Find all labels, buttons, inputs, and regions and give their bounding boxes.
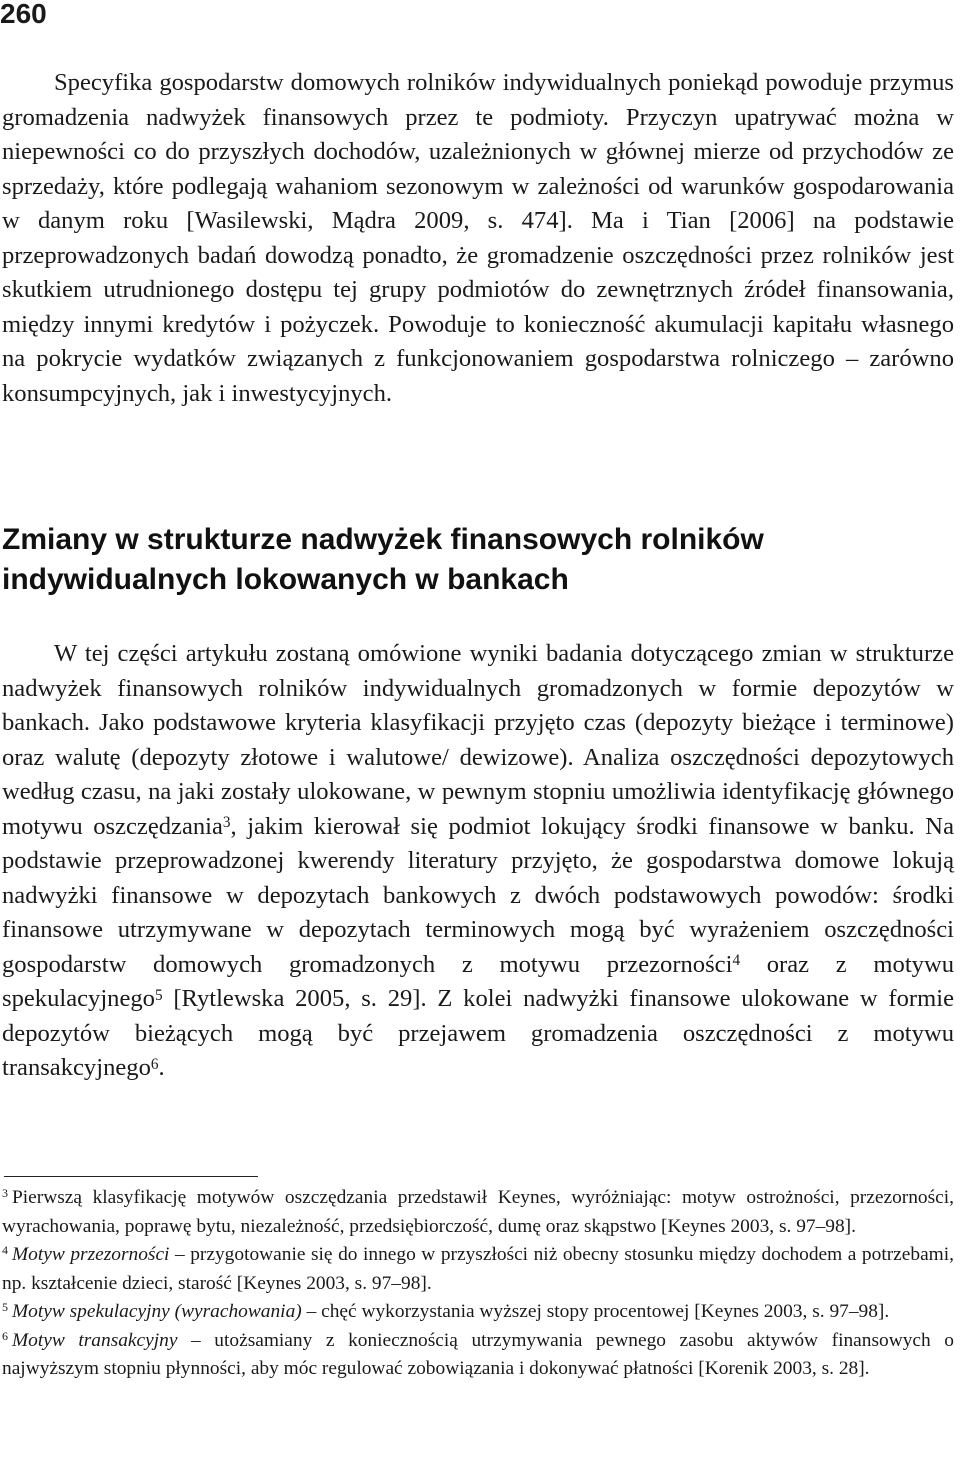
- footnote-text: – przygotowanie się do innego w przyszłości niż obecny stosunku między dochodem a potrzebami, np. kształcenie dzieci, starość [Keynes 2003, s. 97–98].: [2, 1244, 954, 1294]
- paragraph-section-text-2: , jakim kierował się podmiot lokujący środki finansowe w banku. Na podstawie przeprowadzonej kwerendy literatury przyjęto, że gospodarstwa domowe lokują nadwyżki finansowe w depozytach bankowych z dwóch podstawowych powodów: środki finansowe utrzymywane w depozytach terminowych mogą być wyrażeniem oszczędności gospodarstw domowych gromadzonych z motywu przezorności: [2, 812, 954, 978]
- paragraph-intro: [2, 66, 954, 411]
- footnote-text: Pierwszą klasyfikację motywów oszczędzania przedstawił Keynes, wyróżniając: motyw ostrożności, przezorności, wyrachowania, poprawę bytu, niezależność, przedsiębiorczość, dumę oraz skąpstwo [Keynes 2003, s. 97–98].: [2, 1187, 954, 1237]
- footnote-ref-5[interactable]: 5: [154, 986, 163, 1004]
- footnote-text: – utożsamiany z koniecznością utrzymywania pewnego zasobu aktywów finansowych o najwyższym stopniu płynności, aby móc regulować zobowiązania i dokonywać płatności [Korenik 2003, s. 28].: [2, 1329, 954, 1379]
- footnote-ref-3[interactable]: 3: [222, 814, 231, 832]
- paragraph-section-text-1: W tej części artykułu zostaną omówione wyniki badania dotyczącego zmian w strukturze nadwyżek finansowych rolników indywidualnych gromadzonych w formie depozytów w bankach. Jako podstawowe kryteria klasyfikacji przyjęto czas (depozyty bieżące i terminowe) oraz walutę (depozyty złotowe i walutowe/ dewizowe). Analiza oszczędności depozytowych według czasu, na jaki zostały ulokowane, w pewnym stopniu umożliwia identyfikację głównego motywu oszczędzania: [2, 640, 954, 840]
- footnote-ref-6[interactable]: 6: [150, 1055, 159, 1073]
- footnote-term: Motyw przezorności: [12, 1244, 170, 1265]
- footnote-4: [2, 1241, 954, 1298]
- footnote-number: 3: [2, 1186, 9, 1200]
- footnote-text: – chęć wykorzystania wyższej stopy procentowej [Keynes 2003, s. 97–98].: [301, 1301, 890, 1322]
- section-heading: Zmiany w strukturze nadwyżek finansowych rolników indywidualnych lokowanych w bankach: [2, 523, 764, 596]
- footnote-3: [2, 1184, 954, 1241]
- page-number: 260: [0, 0, 47, 29]
- paragraph-section-text-4: [Rytlewska 2005, s. 29]. Z kolei nadwyżki finansowe ulokowane w formie depozytów bieżących mogą być przejawem gromadzenia oszczędności z motywu transakcyjnego: [2, 985, 954, 1081]
- paragraph-section: [2, 637, 954, 1086]
- footnote-6: [2, 1327, 954, 1384]
- paragraph-intro-text: Specyfika gospodarstw domowych rolników indywidualnych poniekąd powoduje przymus gromadzenia nadwyżek finansowych przez te podmioty. Przyczyn upatrywać można w niepewności co do przyszłych dochodów, uzależnionych w głównej mierze od przychodów ze sprzedaży, które podlegają wahaniom sezonowym w zależności od warunków gospodarowania w danym roku [Wasilewski, Mądra 2009, s. 474]. Ma i Tian [2006] na podstawie przeprowadzonych badań dowodzą ponadto, że gromadzenie oszczędności przez rolników jest skutkiem utrudnionego dostępu tej grupy podmiotów do zewnętrznych źródeł finansowania, między innymi kredytów i pożyczek. Powoduje to konieczność akumulacji kapitału własnego na pokrycie wydatków związanych z funkcjonowaniem gospodarstwa rolniczego – zarówno konsumpcyjnych, jak i inwestycyjnych.: [2, 69, 954, 407]
- footnote-number: 4: [2, 1243, 9, 1257]
- footnote-5: [2, 1298, 954, 1327]
- footnote-separator: [4, 1176, 258, 1177]
- footnote-term: Motyw transakcyjny: [12, 1329, 178, 1351]
- footnote-ref-4[interactable]: 4: [732, 952, 741, 970]
- footnote-term: Motyw spekulacyjny (wyrachowania): [12, 1301, 302, 1322]
- footnote-number: 5: [2, 1300, 9, 1314]
- paragraph-section-text-3: oraz z motywu spekulacyjnego: [2, 950, 955, 1012]
- footnotes: [2, 1184, 954, 1384]
- footnote-number: 6: [2, 1328, 9, 1343]
- paragraph-section-text-5: .: [158, 1054, 165, 1081]
